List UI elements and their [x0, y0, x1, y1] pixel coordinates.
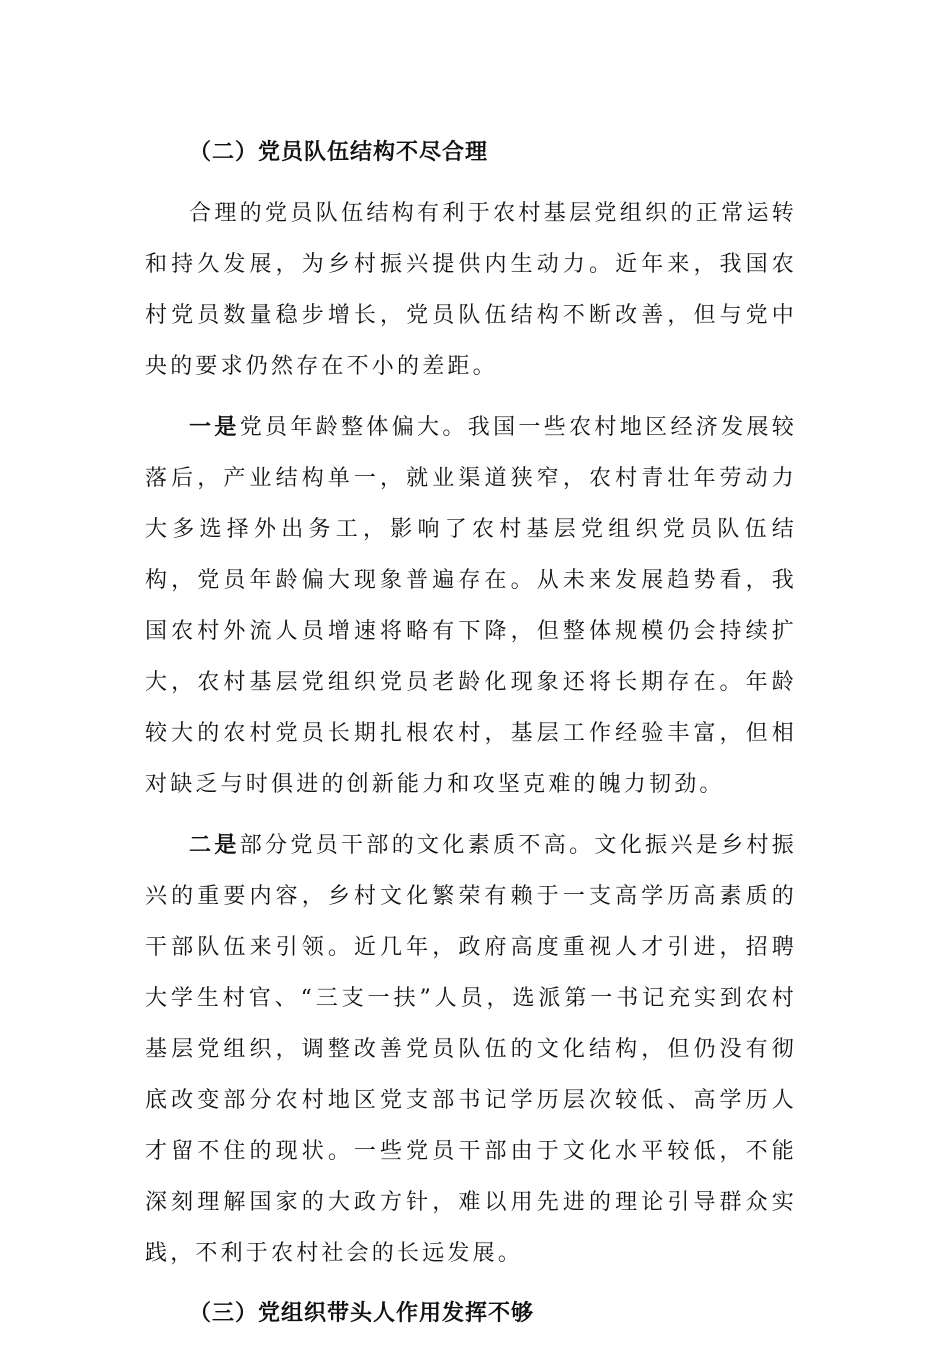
paragraph-lead-second: 二是: [189, 833, 240, 858]
paragraph-lead-first: 一是: [189, 415, 240, 440]
section-heading-2: （二）党员队伍结构不尽合理: [189, 140, 489, 165]
section-heading-3: （三）党组织带头人作用发挥不够: [189, 1301, 535, 1326]
document-body: [145, 128, 797, 1349]
paragraph-age-issue: [145, 402, 797, 810]
paragraph-structure-intro: 合理的党员队伍结构有利于农村基层党组织的正常运转和持久发展，为乡村振兴提供内生动力。近年来，我国农村党员数量稳步增长，党员队伍结构不断改善，但与党中央的要求仍然存在不小的差距。: [145, 201, 797, 379]
paragraph-education-issue-text: 部分党员干部的文化素质不高。文化振兴是乡村振兴的重要内容，乡村文化繁荣有赖于一支高学历高素质的干部队伍来引领。近几年，政府高度重视人才引进，招聘大学生村官、“三支一扶”人员，选派第一书记充实到农村基层党组织，调整改善党员队伍的文化结构，但仍没有彻底改变部分农村地区党支部书记学历层次较低、高学历人才留不住的现状。一些党员干部由于文化水平较低，不能深刻理解国家的大政方针，难以用先进的理论引导群众实践，不利于农村社会的长远发展。: [145, 833, 797, 1266]
paragraph-age-issue-text: 党员年龄整体偏大。我国一些农村地区经济发展较落后，产业结构单一，就业渠道狭窄，农村青壮年劳动力大多选择外出务工，影响了农村基层党组织党员队伍结构，党员年龄偏大现象普遍存在。从未来发展趋势看，我国农村外流人员增速将略有下降，但整体规模仍会持续扩大，农村基层党组织党员老龄化现象还将长期存在。年龄较大的农村党员长期扎根农村，基层工作经验丰富，但相对缺乏与时俱进的创新能力和攻坚克难的魄力韧劲。: [145, 415, 797, 797]
paragraph-education-issue: [145, 820, 797, 1279]
